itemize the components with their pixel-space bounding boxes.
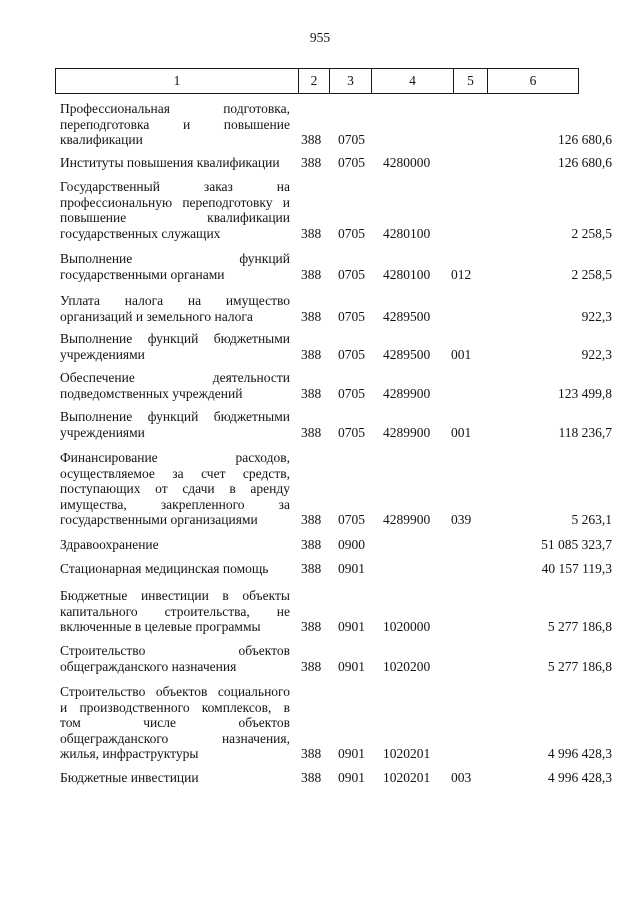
row-name-line: Стационарная медицинская помощь: [60, 561, 269, 576]
row-name-line: Выполнение функций бюджетными: [60, 409, 290, 424]
row-name-line: Бюджетные инвестиции в объекты: [60, 588, 290, 603]
row-name-line: Строительство объектов: [60, 643, 290, 658]
row-c6: 2 258,5: [571, 225, 612, 241]
row-name: [60, 588, 290, 635]
row-c6: 126 680,6: [558, 155, 612, 170]
row-c2: 388: [301, 512, 322, 527]
row-name: [60, 251, 290, 282]
row-c6: 123 499,8: [558, 385, 612, 401]
row-name-line: поступающих от сдачи в аренду: [60, 481, 290, 496]
row-c3: 0900: [338, 537, 365, 552]
row-c2: 388: [301, 658, 322, 674]
row-c2: 388: [301, 424, 322, 440]
row-name: [60, 409, 290, 440]
row-c3: 0901: [338, 746, 365, 761]
row-c4: 4280100: [383, 225, 431, 241]
row-c4: 1020200: [383, 658, 431, 674]
row-c4: 4289500: [383, 308, 431, 324]
row-c3: 0705: [338, 266, 365, 282]
row-name-line: Здравоохранение: [60, 537, 159, 552]
row-c2: 388: [301, 225, 322, 241]
row-name-line: Бюджетные инвестиции: [60, 770, 199, 785]
row-name: [60, 331, 290, 362]
row-c3: 0705: [338, 424, 365, 440]
row-name: [60, 684, 290, 762]
row-c5: 039: [451, 512, 472, 527]
row-c2: 388: [301, 155, 322, 170]
row-c2: 388: [301, 746, 322, 761]
row-name-line: Уплата налога на имущество: [60, 293, 290, 308]
row-c2: 388: [301, 266, 322, 282]
table-header: [55, 68, 579, 94]
row-name-line: Обеспечение деятельности: [60, 370, 290, 385]
row-c3: 0705: [338, 155, 365, 170]
row-c6: 51 085 323,7: [541, 537, 612, 552]
row-c6: 5 277 186,8: [547, 619, 612, 634]
row-name-line: Выполнение функций: [60, 251, 290, 266]
row-name-line: профессиональную переподготовку и: [60, 194, 290, 210]
row-name-line: общегражданского назначения,: [60, 730, 290, 746]
row-name-line: и производственного комплексов, в: [60, 699, 290, 715]
row-name-line: учреждениями: [60, 346, 145, 362]
header-col-1: 1: [56, 69, 299, 93]
row-c6: 2 258,5: [571, 266, 612, 282]
row-c6: 4 996 428,3: [547, 770, 612, 785]
header-col-2: 2: [299, 69, 330, 93]
page-number: 955: [309, 30, 331, 45]
row-name-line: государственных служащих: [60, 225, 221, 241]
row-c5: 001: [451, 424, 472, 440]
row-c6: 922,3: [581, 346, 612, 362]
row-c2: 388: [301, 346, 322, 362]
row-name-line: Государственный заказ на: [60, 179, 290, 194]
row-c2: 388: [301, 537, 322, 552]
header-col-5: 5: [454, 69, 488, 93]
row-c4: 4289900: [383, 512, 431, 527]
row-c3: 0705: [338, 385, 365, 401]
row-name: [60, 101, 290, 148]
row-c4: 1020201: [383, 770, 431, 785]
row-name-line: Институты повышения квалификации: [60, 155, 280, 170]
row-c4: 4280100: [383, 266, 431, 282]
row-name-line: организаций и земельного налога: [60, 308, 253, 324]
row-c6: 922,3: [581, 308, 612, 324]
row-c2: 388: [301, 619, 322, 634]
row-c5: 003: [451, 770, 472, 785]
row-name: [60, 537, 290, 553]
row-c6: 118 236,7: [558, 424, 612, 440]
row-name-line: подведомственных учреждений: [60, 385, 243, 401]
row-name: [60, 370, 290, 401]
row-c2: 388: [301, 561, 322, 576]
row-c3: 0901: [338, 770, 365, 785]
row-name: [60, 770, 290, 786]
row-name-line: повышение квалификации: [60, 210, 290, 225]
row-c4: 1020201: [383, 746, 431, 761]
row-name-line: имущества, закрепленного за: [60, 496, 290, 512]
row-c3: 0901: [338, 561, 365, 576]
row-c3: 0705: [338, 132, 365, 147]
row-c3: 0901: [338, 619, 365, 634]
row-c6: 40 157 119,3: [541, 561, 612, 576]
header-col-4: 4: [372, 69, 454, 93]
row-name-line: общегражданского назначения: [60, 658, 237, 674]
row-c6: 126 680,6: [558, 132, 612, 147]
row-c6: 4 996 428,3: [547, 746, 612, 761]
row-c5: 001: [451, 346, 472, 362]
row-name-line: том числе объектов: [60, 715, 290, 730]
row-name-line: включенные в целевые программы: [60, 619, 261, 634]
row-c4: 4289900: [383, 424, 431, 440]
row-name: [60, 155, 290, 171]
row-name-line: Выполнение функций бюджетными: [60, 331, 290, 346]
row-c6: 5 277 186,8: [547, 658, 612, 674]
header-col-6: 6: [529, 73, 537, 88]
row-c4: 4280000: [383, 155, 431, 170]
row-c6: 5 263,1: [571, 512, 612, 527]
row-name-line: государственными органами: [60, 266, 225, 282]
row-c3: 0901: [338, 658, 365, 674]
row-name-line: переподготовка и повышение: [60, 116, 290, 132]
row-c5: 012: [451, 266, 472, 282]
row-name-line: капитального строительства, не: [60, 603, 290, 619]
row-name-line: жилья, инфраструктуры: [60, 746, 199, 761]
row-c2: 388: [301, 308, 322, 324]
row-c2: 388: [301, 770, 322, 785]
row-c3: 0705: [338, 225, 365, 241]
row-name: [60, 643, 290, 674]
row-c2: 388: [301, 132, 322, 147]
row-name-line: учреждениями: [60, 424, 145, 440]
row-c4: 4289500: [383, 346, 431, 362]
row-c3: 0705: [338, 346, 365, 362]
row-name-line: осуществляемое за счет средств,: [60, 465, 290, 481]
row-name: [60, 293, 290, 324]
row-name: [60, 179, 290, 241]
row-name-line: государственными организациями: [60, 512, 258, 527]
row-name-line: Профессиональная подготовка,: [60, 101, 290, 116]
row-name-line: Строительство объектов социального: [60, 684, 290, 699]
row-name: [60, 450, 290, 528]
row-name: [60, 561, 290, 577]
header-col-3: 3: [330, 69, 372, 93]
row-name-line: квалификации: [60, 132, 143, 147]
row-c3: 0705: [338, 512, 365, 527]
row-c3: 0705: [338, 308, 365, 324]
row-c4: 4289900: [383, 385, 431, 401]
row-c2: 388: [301, 385, 322, 401]
row-name-line: Финансирование расходов,: [60, 450, 290, 465]
row-c4: 1020000: [383, 619, 431, 634]
